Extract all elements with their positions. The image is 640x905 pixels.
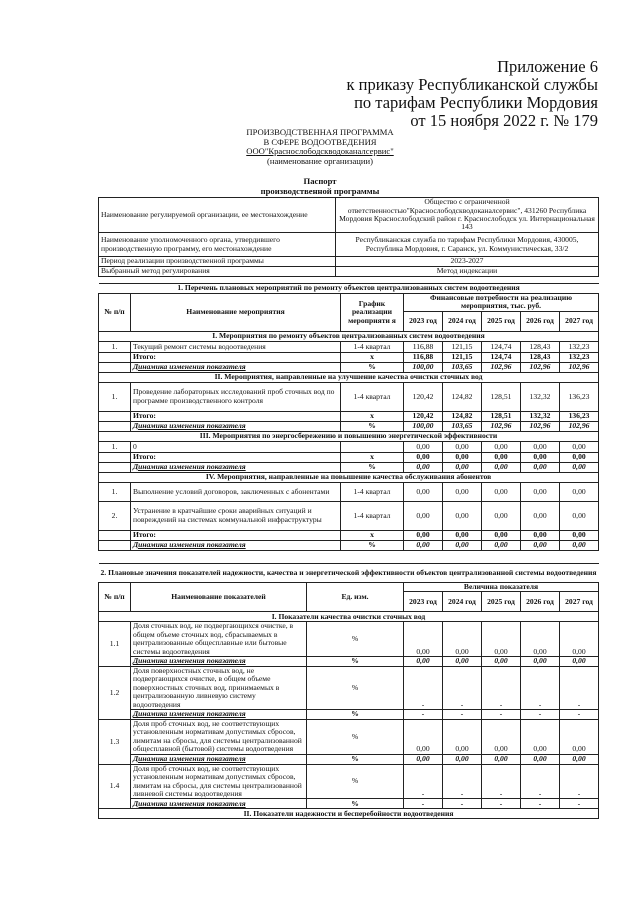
- measure-value: 116,88: [404, 341, 443, 352]
- dynamics-value: 102,96: [560, 362, 599, 372]
- dynamics-value: 0,00: [482, 540, 521, 550]
- measure-name: Выполнение условий договоров, заключенных с абонентами: [131, 482, 341, 501]
- dynamics-row: [99, 799, 599, 809]
- section-row: [99, 809, 599, 819]
- dynamics-value: 0,00: [482, 462, 521, 472]
- indicator-value: -: [404, 667, 443, 710]
- total-row: [99, 352, 599, 362]
- header-financing: Финансовые потребности на реализацию мероприятия, тыс. руб.: [404, 294, 599, 312]
- indicator-name: Доля проб сточных вод, не соответствующих установленным нормативам допустимых сбросов, лимитам на сбросы, для системы централизованной общесплавной (бытовой) системы водоотведения: [131, 720, 307, 755]
- total-row: [99, 411, 599, 421]
- measure-schedule: 1-4 квартал: [341, 382, 404, 411]
- section-title: III. Мероприятия по энергосбережению и повышению энергетической эффективности: [99, 431, 599, 441]
- dynamics-label: Динамика изменения показателя: [131, 462, 341, 472]
- indicator-value: -: [482, 764, 521, 799]
- total-unit: х: [341, 411, 404, 421]
- indicator-name: Доля сточных вод, не подвергающихся очистке, в общем объеме сточных вод, сбрасываемых в централизованные общесплавные или бытовые системы водоотведения: [131, 622, 307, 657]
- dynamics-value: -: [443, 710, 482, 720]
- measure-name: Устранение в кратчайшие сроки аварийных ситуаций и повреждений на системах коммунальной инфраструктуры: [131, 501, 341, 530]
- section-row: [99, 472, 599, 482]
- total-value: 136,23: [560, 411, 599, 421]
- measure-value: 0,00: [482, 441, 521, 452]
- dynamics-value: 102,96: [482, 362, 521, 372]
- dynamics-value: 102,96: [482, 421, 521, 431]
- dynamics-label: Динамика изменения показателя: [131, 710, 307, 720]
- indicator-value: 0,00: [443, 622, 482, 657]
- total-value: 124,82: [443, 411, 482, 421]
- total-label: Итого:: [131, 411, 341, 421]
- dynamics-row: [99, 540, 599, 550]
- empty-cell: [99, 530, 131, 540]
- indicator-number: 1.4: [99, 764, 131, 809]
- dynamics-label: Динамика изменения показателя: [131, 362, 341, 372]
- indicator-value: 0,00: [482, 720, 521, 755]
- indicators-table: [98, 563, 599, 819]
- indicators-header-row: [99, 583, 599, 592]
- total-value: 0,00: [482, 452, 521, 462]
- dynamics-value: -: [482, 710, 521, 720]
- measure-value: 128,43: [521, 341, 560, 352]
- header-measure-name: Наименование мероприятия: [131, 294, 341, 332]
- indicators-title-row: [99, 564, 599, 583]
- total-label: Итого:: [131, 452, 341, 462]
- indicator-value: 0,00: [482, 622, 521, 657]
- dynamics-row: [99, 362, 599, 372]
- measure-value: 0,00: [521, 441, 560, 452]
- measure-row: [99, 501, 599, 530]
- dynamics-value: 100,00: [404, 362, 443, 372]
- total-value: 0,00: [521, 530, 560, 540]
- measure-row: [99, 382, 599, 411]
- dynamics-row: [99, 657, 599, 667]
- indicator-value: -: [404, 764, 443, 799]
- header-indicator-value: Величина показателя: [404, 583, 599, 592]
- header-year: 2025 год: [482, 592, 521, 612]
- dynamics-value: -: [560, 710, 599, 720]
- measure-number: 1.: [99, 482, 131, 501]
- indicator-unit: %: [307, 764, 404, 799]
- total-value: 128,51: [482, 411, 521, 421]
- measure-schedule: 1-4 квартал: [341, 341, 404, 352]
- passport-row: [99, 267, 599, 277]
- indicator-value: 0,00: [404, 622, 443, 657]
- indicator-row: [99, 764, 599, 799]
- dynamics-value: -: [560, 799, 599, 809]
- dynamics-value: 102,96: [560, 421, 599, 431]
- indicator-value: -: [482, 667, 521, 710]
- measure-row: [99, 441, 599, 452]
- header-year: 2027 год: [560, 592, 599, 612]
- measure-number: 1.: [99, 341, 131, 352]
- dynamics-unit: %: [341, 540, 404, 550]
- program-subtitle: В СФЕРЕ ВОДООТВЕДЕНИЯ: [263, 136, 377, 147]
- passport-title: Паспорт: [303, 176, 337, 186]
- indicator-value: 0,00: [521, 720, 560, 755]
- dynamics-unit: %: [341, 362, 404, 372]
- measure-value: 0,00: [404, 482, 443, 501]
- passport-row: [99, 233, 599, 257]
- indicator-value: 0,00: [560, 720, 599, 755]
- dynamics-unit: %: [307, 754, 404, 764]
- appendix-line-2: к приказу Республиканской службы: [346, 75, 598, 94]
- measure-schedule: [341, 441, 404, 452]
- appendix-line-4: от 15 ноября 2022 г. № 179: [410, 111, 598, 130]
- measure-value: 0,00: [443, 441, 482, 452]
- measure-value: 0,00: [521, 482, 560, 501]
- header-number: № п/п: [99, 583, 131, 612]
- measure-value: 0,00: [404, 501, 443, 530]
- indicator-value: 0,00: [404, 720, 443, 755]
- passport-label: Наименование уполномоченного органа, утвердившего производственную программу, его местонахождение: [99, 233, 336, 257]
- empty-cell: [99, 452, 131, 462]
- dynamics-value: 0,00: [404, 540, 443, 550]
- passport-value: Республиканская служба по тарифам Республики Мордовия, 430005, Республика Мордовия, г. Саранск, ул. Коммунистическая, 33/2: [336, 233, 599, 257]
- dynamics-label: Динамика изменения показателя: [131, 754, 307, 764]
- section-title: II. Показатели надежности и бесперебойности водоотведения: [99, 809, 599, 819]
- dynamics-row: [99, 754, 599, 764]
- appendix-line-3: по тарифам Республики Мордовия: [354, 93, 598, 112]
- total-label: Итого:: [131, 352, 341, 362]
- header-year: 2023 год: [404, 311, 443, 331]
- indicator-value: 0,00: [521, 622, 560, 657]
- dynamics-value: 0,00: [560, 754, 599, 764]
- program-title: ПРОИЗВОДСТВЕННАЯ ПРОГРАММА: [246, 127, 394, 137]
- dynamics-value: 0,00: [443, 462, 482, 472]
- dynamics-value: 0,00: [404, 754, 443, 764]
- section-row: [99, 612, 599, 622]
- passport-label: Выбранный метод регулирования: [99, 267, 336, 277]
- measure-value: 0,00: [404, 441, 443, 452]
- indicator-value: -: [560, 667, 599, 710]
- dynamics-value: 0,00: [560, 462, 599, 472]
- total-unit: х: [341, 452, 404, 462]
- dynamics-label: Динамика изменения показателя: [131, 799, 307, 809]
- total-value: 116,88: [404, 352, 443, 362]
- indicator-value: -: [521, 667, 560, 710]
- header-year: 2027 год: [560, 311, 599, 331]
- total-value: 0,00: [560, 530, 599, 540]
- total-value: 128,43: [521, 352, 560, 362]
- measure-value: 136,23: [560, 382, 599, 411]
- header-year: 2024 год: [443, 311, 482, 331]
- measure-schedule: 1-4 квартал: [341, 501, 404, 530]
- total-value: 124,74: [482, 352, 521, 362]
- dynamics-value: 103,65: [443, 421, 482, 431]
- dynamics-value: -: [521, 710, 560, 720]
- indicator-name: Доля проб сточных вод, не соответствующих установленным нормативам допустимых сбросов, лимитам на сбросы, для системы централизованной ливневой системы водоотведения: [131, 764, 307, 799]
- measure-value: 124,82: [443, 382, 482, 411]
- measures-header-row: [99, 294, 599, 312]
- passport-value: 2023-2027: [336, 257, 599, 267]
- section-title: I. Показатели качества очистки сточных вод: [99, 612, 599, 622]
- empty-cell: [99, 352, 131, 362]
- header-unit: Ед. изм.: [307, 583, 404, 612]
- indicator-value: -: [560, 764, 599, 799]
- measure-value: 0,00: [482, 501, 521, 530]
- measure-value: 0,00: [482, 482, 521, 501]
- measure-number: 2.: [99, 501, 131, 530]
- dynamics-value: -: [443, 799, 482, 809]
- indicator-value: 0,00: [443, 720, 482, 755]
- total-value: 0,00: [443, 530, 482, 540]
- dynamics-value: 0,00: [521, 754, 560, 764]
- section-row: [99, 372, 599, 382]
- passport-table: [98, 197, 599, 277]
- dynamics-value: 0,00: [482, 754, 521, 764]
- header-year: 2026 год: [521, 311, 560, 331]
- section-row: [99, 431, 599, 441]
- total-value: 0,00: [482, 530, 521, 540]
- total-value: 0,00: [521, 452, 560, 462]
- total-value: 0,00: [404, 530, 443, 540]
- total-row: [99, 452, 599, 462]
- program-header: [205, 128, 435, 166]
- dynamics-value: 0,00: [404, 657, 443, 667]
- indicator-value: -: [443, 667, 482, 710]
- measure-value: 0,00: [560, 501, 599, 530]
- dynamics-row: [99, 710, 599, 720]
- indicator-row: [99, 667, 599, 710]
- dynamics-value: 0,00: [560, 657, 599, 667]
- header-indicator-name: Наименование показателей: [131, 583, 307, 612]
- section-row: [99, 331, 599, 341]
- passport-row: [99, 257, 599, 267]
- indicator-value: -: [443, 764, 482, 799]
- dynamics-value: 0,00: [521, 540, 560, 550]
- total-value: 0,00: [560, 452, 599, 462]
- dynamics-value: 0,00: [404, 462, 443, 472]
- measure-value: 132,32: [521, 382, 560, 411]
- measure-row: [99, 482, 599, 501]
- passport-row: [99, 198, 599, 233]
- indicator-number: 1.1: [99, 622, 131, 667]
- measure-value: 0,00: [521, 501, 560, 530]
- header-year: 2026 год: [521, 592, 560, 612]
- indicator-number: 1.2: [99, 667, 131, 720]
- measure-value: 121,15: [443, 341, 482, 352]
- header-year: 2025 год: [482, 311, 521, 331]
- indicator-value: 0,00: [560, 622, 599, 657]
- dynamics-label: Динамика изменения показателя: [131, 421, 341, 431]
- passport-label: Наименование регулируемой организации, ее местонахождение: [99, 198, 336, 233]
- appendix-line-1: Приложение 6: [497, 57, 598, 76]
- dynamics-value: 0,00: [521, 462, 560, 472]
- measure-value: 128,51: [482, 382, 521, 411]
- passport-table-wrap: [98, 197, 598, 277]
- total-value: 0,00: [404, 452, 443, 462]
- measure-row: [99, 341, 599, 352]
- dynamics-value: 0,00: [521, 657, 560, 667]
- total-row: [99, 530, 599, 540]
- measure-value: 0,00: [560, 441, 599, 452]
- dynamics-value: 102,96: [521, 421, 560, 431]
- measure-value: 132,23: [560, 341, 599, 352]
- empty-cell: [99, 421, 131, 431]
- empty-cell: [99, 411, 131, 421]
- measure-schedule: 1-4 квартал: [341, 482, 404, 501]
- header-schedule: График реализации мероприяти я: [341, 294, 404, 332]
- organization-caption: (наименование организации): [267, 155, 373, 166]
- dynamics-value: -: [482, 799, 521, 809]
- passport-value: Метод индексации: [336, 267, 599, 277]
- dynamics-value: -: [404, 799, 443, 809]
- dynamics-value: -: [404, 710, 443, 720]
- dynamics-value: -: [521, 799, 560, 809]
- passport-value: Общество с ограниченной ответственностью"Краснослободскводоканалсервис", 431260 Республика Мордовия Краснослободский район г. Краснослободск ул. Интернациональная 143: [336, 198, 599, 233]
- dynamics-unit: %: [307, 799, 404, 809]
- dynamics-value: 0,00: [443, 540, 482, 550]
- measure-value: 0,00: [560, 482, 599, 501]
- dynamics-unit: %: [307, 657, 404, 667]
- indicator-number: 1.3: [99, 720, 131, 765]
- empty-cell: [99, 462, 131, 472]
- measures-title-row: [99, 284, 599, 294]
- header-year: 2024 год: [443, 592, 482, 612]
- measure-name: Проведение лабораторных исследований проб сточных вод по программе производственного контроля: [131, 382, 341, 411]
- dynamics-value: 0,00: [443, 657, 482, 667]
- indicator-unit: %: [307, 622, 404, 657]
- indicator-name: Доля поверхностных сточных вод, не подвергающихся очистке, в общем объеме поверхностных сточных вод, принимаемых в централизованную ливневую систему водоотведения: [131, 667, 307, 710]
- section-title: II. Мероприятия, направленные на улучшение качества очистки сточных вод: [99, 372, 599, 382]
- dynamics-value: 0,00: [560, 540, 599, 550]
- dynamics-value: 102,96: [521, 362, 560, 372]
- dynamics-value: 0,00: [443, 754, 482, 764]
- total-label: Итого:: [131, 530, 341, 540]
- dynamics-value: 100,00: [404, 421, 443, 431]
- measure-name: Текущий ремонт системы водоотведения: [131, 341, 341, 352]
- measure-value: 124,74: [482, 341, 521, 352]
- measure-value: 120,42: [404, 382, 443, 411]
- dynamics-unit: %: [307, 710, 404, 720]
- dynamics-value: 0,00: [482, 657, 521, 667]
- total-unit: х: [341, 530, 404, 540]
- indicator-unit: %: [307, 720, 404, 755]
- indicator-row: [99, 622, 599, 657]
- indicator-row: [99, 720, 599, 755]
- dynamics-row: [99, 421, 599, 431]
- measure-value: 0,00: [443, 501, 482, 530]
- measure-value: 0,00: [443, 482, 482, 501]
- organization-name: ООО"Краснослободскводоканалсервис": [246, 146, 394, 157]
- dynamics-value: 103,65: [443, 362, 482, 372]
- total-unit: х: [341, 352, 404, 362]
- measure-number: 1.: [99, 382, 131, 411]
- measure-number: 1.: [99, 441, 131, 452]
- measures-table: [98, 283, 599, 551]
- indicator-unit: %: [307, 667, 404, 710]
- section-title: IV. Мероприятия, направленные на повышение качества обслуживания абонентов: [99, 472, 599, 482]
- indicators-table-wrap: [98, 563, 598, 819]
- dynamics-label: Динамика изменения показателя: [131, 540, 341, 550]
- total-value: 0,00: [443, 452, 482, 462]
- empty-cell: [99, 540, 131, 550]
- passport-label: Период реализации производственной программы: [99, 257, 336, 267]
- total-value: 120,42: [404, 411, 443, 421]
- total-value: 132,32: [521, 411, 560, 421]
- header-year: 2023 год: [404, 592, 443, 612]
- total-value: 132,23: [560, 352, 599, 362]
- section-title: I. Мероприятия по ремонту объектов централизованных систем водоотведения: [99, 331, 599, 341]
- passport-heading: [0, 177, 640, 196]
- header-number: № п/п: [99, 294, 131, 332]
- passport-subtitle: производственной программы: [260, 185, 380, 196]
- dynamics-row: [99, 462, 599, 472]
- measures-title: 1. Перечень плановых мероприятий по ремонту объектов централизованных систем водоотведения: [99, 284, 599, 294]
- dynamics-unit: %: [341, 462, 404, 472]
- dynamics-label: Динамика изменения показателя: [131, 657, 307, 667]
- measure-name: 0: [131, 441, 341, 452]
- appendix-header: [347, 58, 599, 130]
- empty-cell: [99, 362, 131, 372]
- dynamics-unit: %: [341, 421, 404, 431]
- measures-table-wrap: [98, 283, 598, 551]
- indicators-title: 2. Плановые значения показателей надежности, качества и энергетической эффективности объектов централизованной системы водоотведения: [99, 564, 599, 583]
- indicator-value: -: [521, 764, 560, 799]
- total-value: 121,15: [443, 352, 482, 362]
